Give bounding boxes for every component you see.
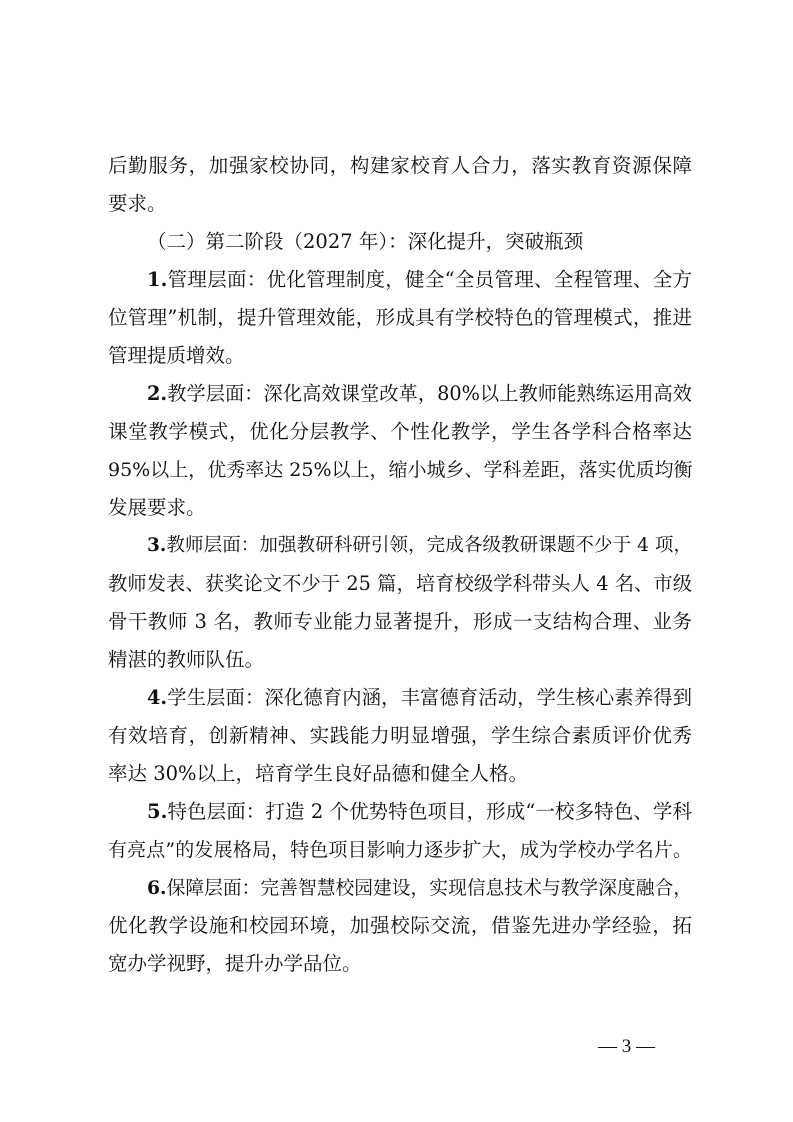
item-3-line: 骨干教师 3 名，教师专业能力显著提升，形成一支结构合理、业务 — [108, 610, 692, 633]
item-number: 6. — [147, 877, 167, 899]
item-1-line: 1.管理层面：优化管理制度，健全“全员管理、全程管理、全方 — [147, 268, 692, 291]
item-5-line: 有亮点”的发展格局，特色项目影响力逐步扩大，成为学校办学名片。 — [108, 839, 692, 861]
item-6-line: 宽办学视野，提升办学品位。 — [108, 952, 362, 975]
item-4-line: 4.学生层面：深化德育内涵，丰富德育活动，学生核心素养得到 — [147, 686, 692, 709]
item-6-line: 6.保障层面：完善智慧校园建设，实现信息技术与教学深度融合， — [147, 877, 692, 899]
item-number: 5. — [147, 800, 168, 823]
item-2-line: 95%以上，优秀率达 25%以上，缩小城乡、学科差距，落实优质均衡 — [108, 459, 693, 481]
intro-line: 要求。 — [108, 192, 167, 215]
item-2-line: 课堂教学模式，优化分层教学、个性化教学，学生各学科合格率达 — [108, 420, 692, 443]
item-1-line: 管理提质增效。 — [108, 344, 245, 367]
item-1-line: 位管理”机制，提升管理效能，形成具有学校特色的管理模式，推进 — [108, 306, 692, 329]
item-2-line: 2.教学层面：深化高效课堂改革，80%以上教师能熟练运用高效 — [147, 382, 692, 405]
item-number: 3. — [147, 535, 167, 556]
item-2-line: 发展要求。 — [108, 496, 206, 519]
item-number: 2. — [147, 382, 168, 405]
item-4-line: 有效培育，创新精神、实践能力明显增强，学生综合素质评价优秀 — [108, 724, 692, 747]
item-4-line: 率达 30%以上，培育学生良好品德和健全人格。 — [108, 762, 529, 785]
page-number: — 3 — — [598, 1036, 655, 1057]
intro-line: 后勤服务，加强家校协同，构建家校育人合力，落实教育资源保障 — [108, 154, 692, 177]
item-number: 1. — [147, 268, 168, 291]
item-3-line: 3.教师层面：加强教研科研引领，完成各级教研课题不少于 4 项， — [147, 535, 692, 556]
section-heading: （二）第二阶段（2027 年）：深化提升，突破瓶颈 — [147, 230, 584, 253]
item-number: 4. — [147, 686, 168, 709]
item-3-line: 教师发表、获奖论文不少于 25 篇，培育校级学科带头人 4 名、市级 — [108, 572, 692, 595]
item-5-line: 5.特色层面：打造 2 个优势特色项目，形成“一校多特色、学科 — [147, 800, 692, 823]
item-3-line: 精湛的教师队伍。 — [108, 648, 265, 671]
item-6-line: 优化教学设施和校园环境，加强校际交流，借鉴先进办学经验，拓 — [108, 914, 692, 937]
